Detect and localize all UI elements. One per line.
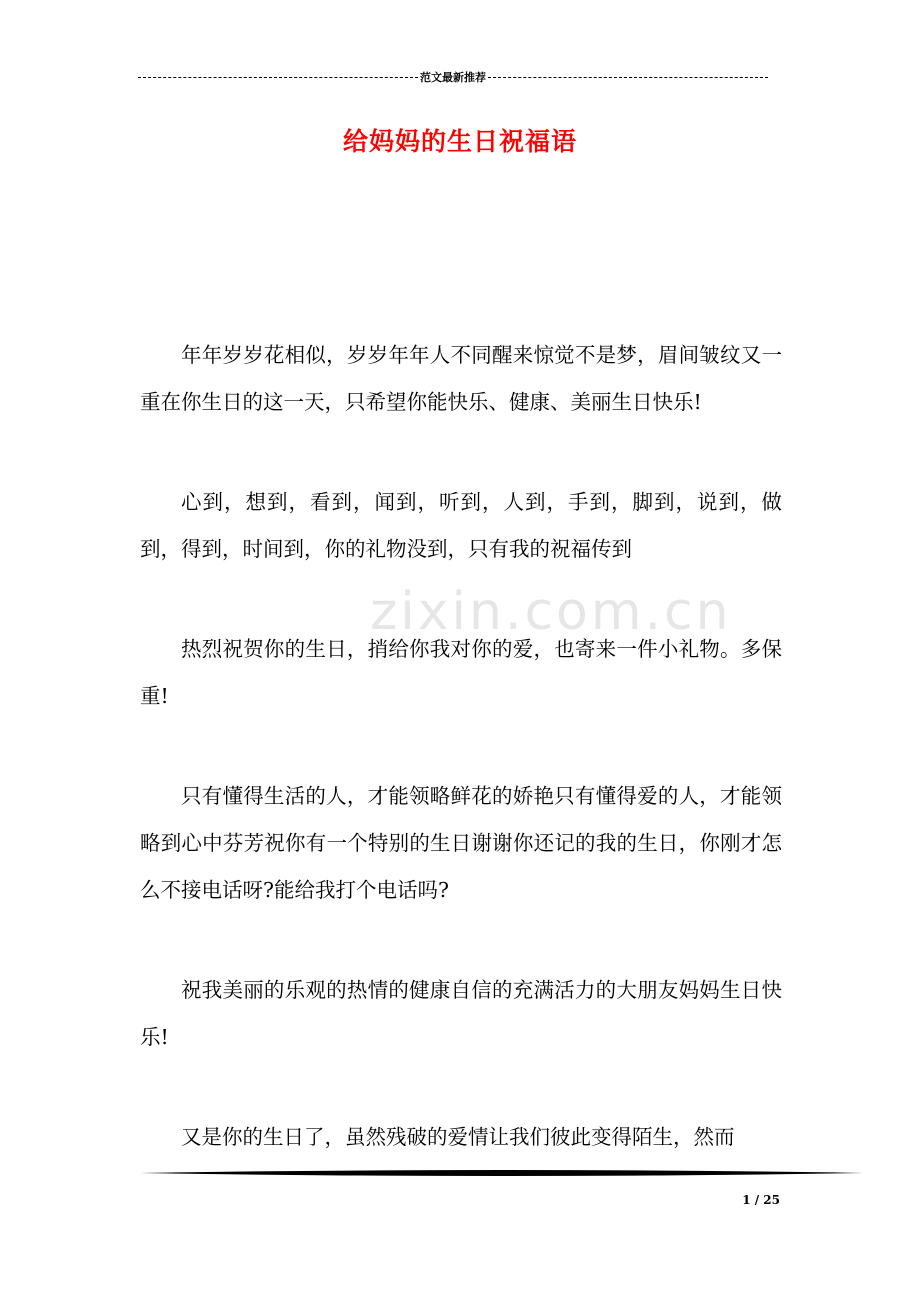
- document-title: 给妈妈的生日祝福语: [342, 127, 577, 156]
- document-body: [140, 332, 782, 1214]
- paragraph: 心到，想到，看到，闻到，听到，人到，手到，脚到，说到，做到，得到，时间到，你的礼物没到，只有我的祝福传到: [140, 490, 782, 561]
- header-dashed-rule-right: [488, 77, 768, 78]
- header-dashed-rule-left: [138, 77, 418, 78]
- paragraph: 年年岁岁花相似，岁岁年年人不同醒来惊觉不是梦，眉间皱纹又一重在你生日的这一天，只希望你能快乐、健康、美丽生日快乐!: [140, 343, 782, 414]
- paragraph: 热烈祝贺你的生日，捎给你我对你的爱，也寄来一件小礼物。多保重!: [140, 637, 782, 708]
- paragraph: 只有懂得生活的人，才能领略鲜花的娇艳只有懂得爱的人，才能领略到心中芬芳祝你有一个特别的生日谢谢你还记的我的生日，你刚才怎么不接电话呀?能给我打个电话吗?: [140, 784, 782, 902]
- paragraph: 又是你的生日了，虽然残破的爱情让我们彼此变得陌生，然而: [181, 1125, 735, 1149]
- paragraph: 祝我美丽的乐观的热情的健康自信的充满活力的大朋友妈妈生日快乐!: [140, 978, 782, 1049]
- header-label: 范文最新推荐: [420, 71, 486, 84]
- watermark: zixin.com.cn: [370, 582, 732, 642]
- page-header: [138, 68, 768, 86]
- page-number: 1 / 25: [742, 1193, 780, 1207]
